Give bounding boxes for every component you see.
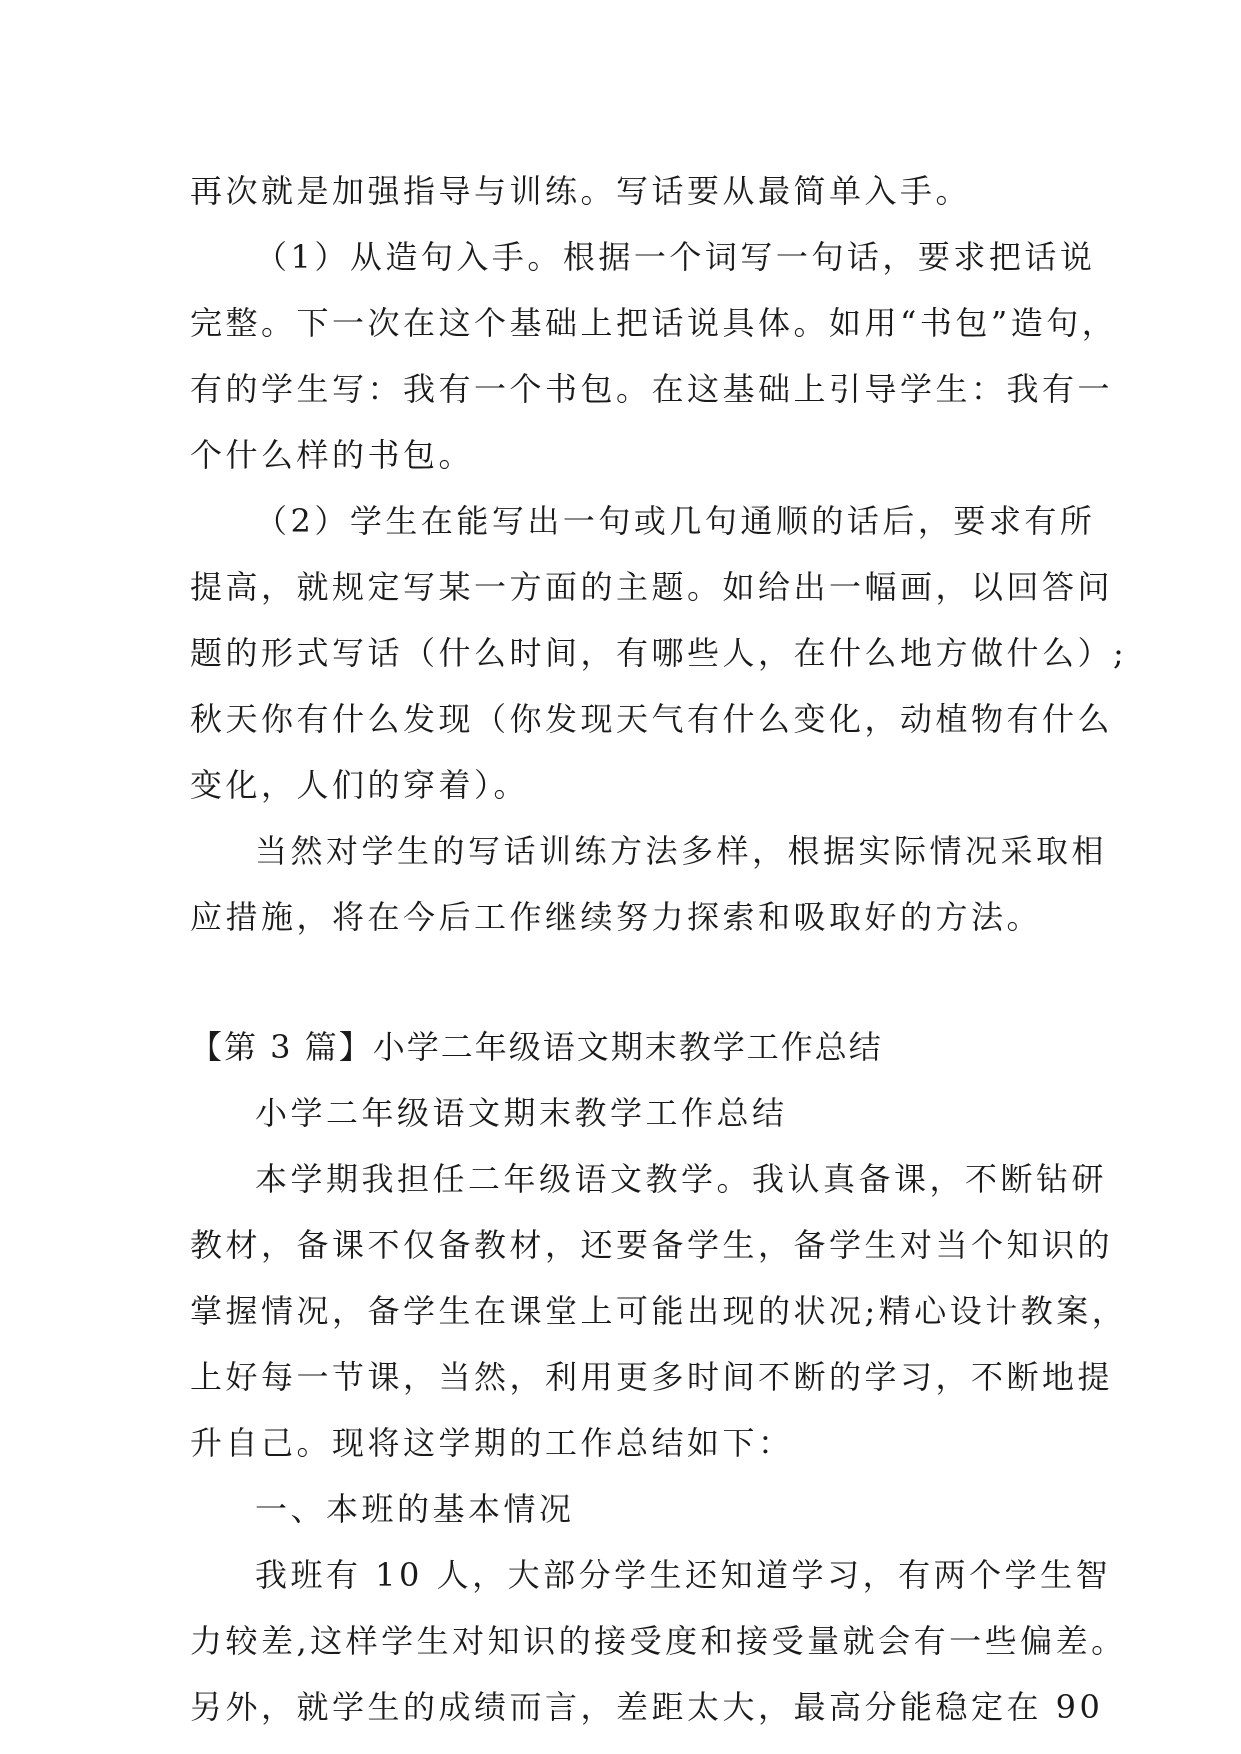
paragraph-line: 本学期我担任二年级语文教学。我认真备课，不断钻研 bbox=[255, 1160, 1108, 1198]
section-heading: 【第 3 篇】小学二年级语文期末教学工作总结 bbox=[190, 1028, 883, 1066]
paragraph-line: 另外，就学生的成绩而言，差距太大，最高分能稳定在 90 bbox=[190, 1688, 1104, 1726]
paragraph-line: 有的学生写：我有一个书包。在这基础上引导学生：我有一 bbox=[190, 370, 1114, 408]
article-title: 小学二年级语文期末教学工作总结 bbox=[255, 1094, 788, 1132]
paragraph-line: 升自己。现将这学期的工作总结如下： bbox=[190, 1424, 794, 1462]
document-page bbox=[190, 158, 1128, 1740]
paragraph-line: 力较差,这样学生对知识的接受度和接受量就会有一些偏差。 bbox=[190, 1622, 1127, 1660]
paragraph-line: 完整。下一次在这个基础上把话说具体。如用“书包”造句， bbox=[190, 304, 1118, 342]
paragraph-line: 我班有 10 人，大部分学生还知道学习，有两个学生智 bbox=[255, 1556, 1112, 1594]
paragraph-line: 教材，备课不仅备教材，还要备学生，备学生对当个知识的 bbox=[190, 1226, 1114, 1264]
paragraph-line: 提高，就规定写某一方面的主题。如给出一幅画，以回答问 bbox=[190, 568, 1114, 606]
subsection-heading: 一、本班的基本情况 bbox=[255, 1490, 575, 1528]
paragraph-line: 题的形式写话（什么时间，有哪些人，在什么地方做什么）; bbox=[190, 634, 1128, 672]
paragraph-line: （1）从造句入手。根据一个词写一句话，要求把话说 bbox=[255, 238, 1096, 276]
paragraph-line: 上好每一节课，当然，利用更多时间不断的学习，不断地提 bbox=[190, 1358, 1114, 1396]
paragraph-line: 秋天你有什么发现（你发现天气有什么变化，动植物有什么 bbox=[190, 700, 1114, 738]
paragraph-line: 掌握情况，备学生在课堂上可能出现的状况;精心设计教案， bbox=[190, 1292, 1128, 1330]
section-spacer bbox=[190, 950, 1060, 1014]
paragraph-line: 当然对学生的写话训练方法多样，根据实际情况采取相 bbox=[255, 832, 1108, 870]
paragraph-line: （2）学生在能写出一句或几句通顺的话后，要求有所 bbox=[255, 502, 1096, 540]
paragraph-line: 应措施，将在今后工作继续努力探索和吸取好的方法。 bbox=[190, 898, 1043, 936]
paragraph-line: 变化，人们的穿着）。 bbox=[190, 766, 530, 804]
paragraph-line: 再次就是加强指导与训练。写话要从最简单入手。 bbox=[190, 172, 972, 210]
paragraph-line: 个什么样的书包。 bbox=[190, 436, 475, 474]
